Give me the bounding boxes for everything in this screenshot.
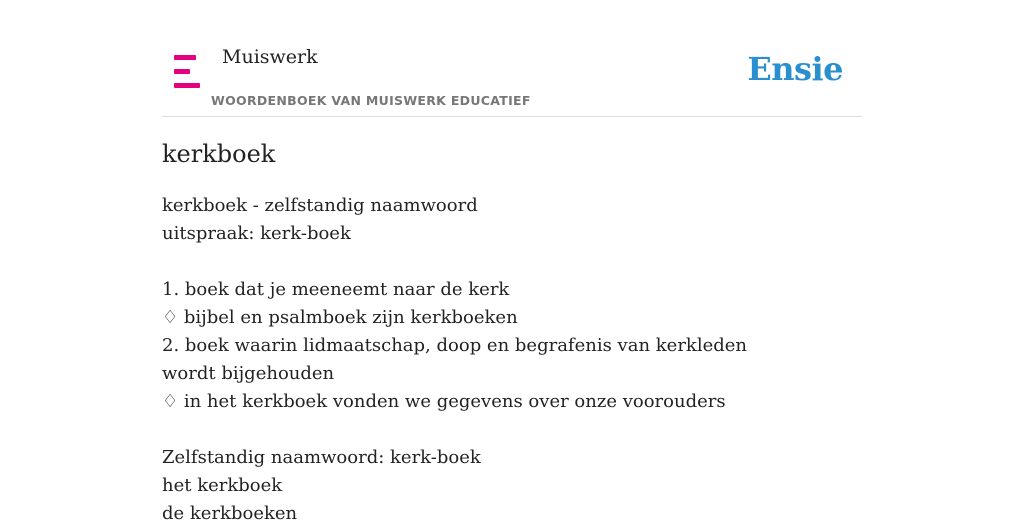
- logo-bar-top: [174, 55, 196, 60]
- entry-title: kerkboek: [162, 140, 276, 168]
- example-1: ♢ bijbel en psalmboek zijn kerkboeken: [162, 307, 518, 328]
- grammar-singular: het kerkboek: [162, 475, 283, 496]
- entry-content: [162, 138, 782, 528]
- word-type: kerkboek - zelfstandig naamwoord: [162, 195, 478, 216]
- logo-bar-middle: [174, 69, 190, 74]
- grammar-plural: de kerkboeken: [162, 503, 298, 524]
- logo-bar-bottom: [174, 83, 200, 88]
- spacer: [162, 248, 782, 276]
- grammar-heading: Zelfstandig naamwoord: kerk-boek: [162, 447, 481, 468]
- spacer: [162, 416, 782, 444]
- entry-body: [162, 192, 782, 528]
- brand-subtitle: WOORDENBOEK VAN MUISWERK EDUCATIEF: [211, 93, 531, 108]
- muiswerk-logo-icon[interactable]: [172, 54, 200, 88]
- site-header: [162, 0, 862, 117]
- definition-2: 2. boek waarin lidmaatschap, doop en begrafenis van kerkleden wordt bijgehouden: [162, 335, 748, 384]
- ensie-logo[interactable]: Ensie: [747, 50, 843, 88]
- brand-name[interactable]: Muiswerk: [222, 46, 318, 68]
- pronunciation: uitspraak: kerk-boek: [162, 223, 351, 244]
- example-2: ♢ in het kerkboek vonden we gegevens over onze voorouders: [162, 391, 726, 412]
- definition-1: 1. boek dat je meeneemt naar de kerk: [162, 279, 510, 300]
